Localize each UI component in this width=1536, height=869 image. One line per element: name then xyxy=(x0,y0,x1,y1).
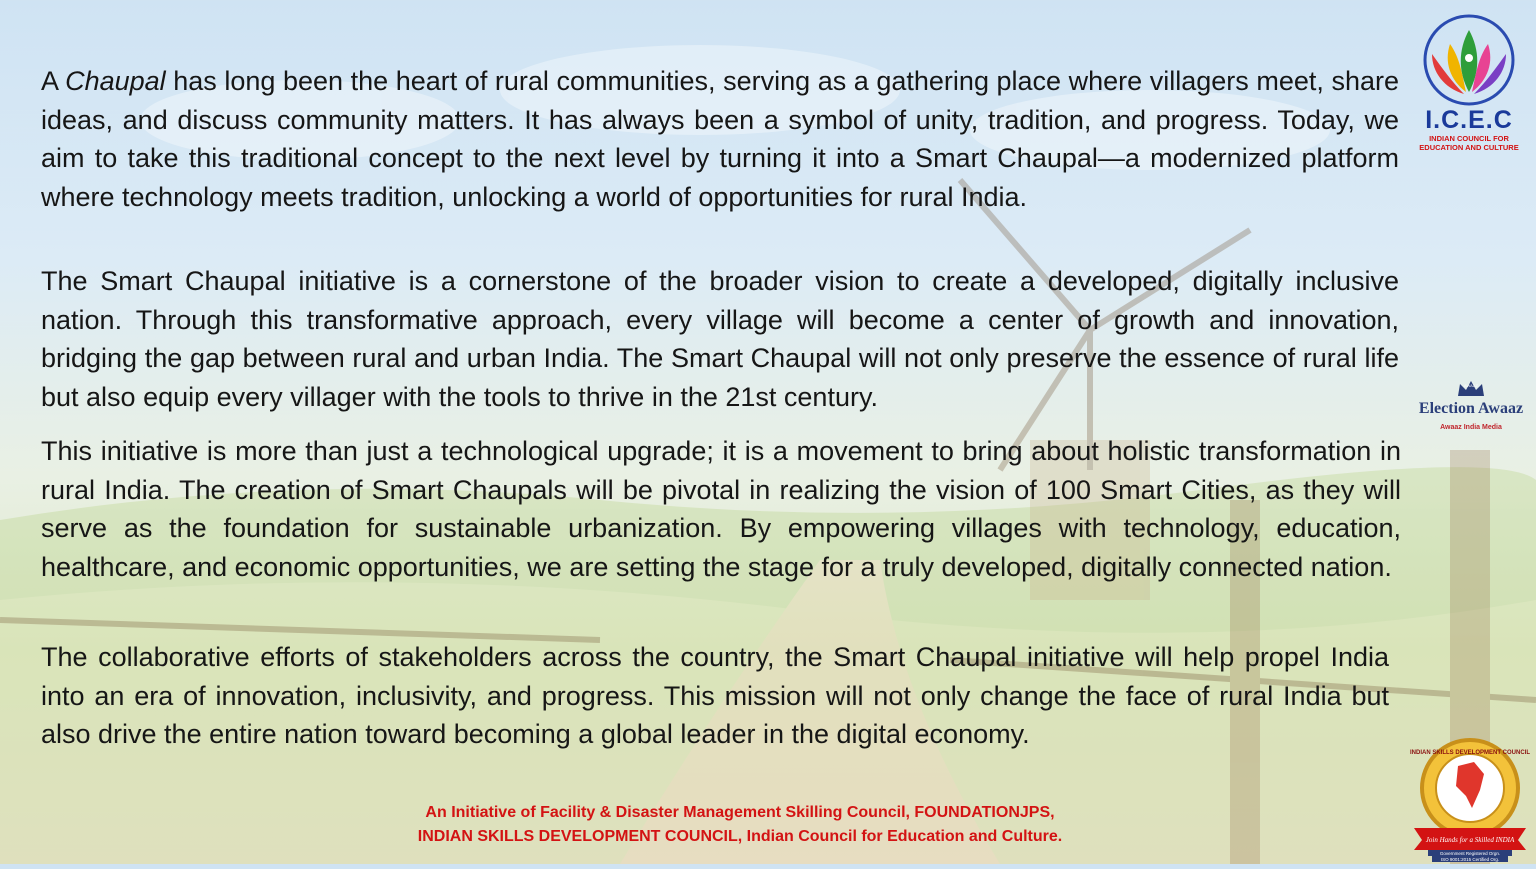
footer-line-2: INDIAN SKILLS DEVELOPMENT COUNCIL, Indian Council for Education and Culture. xyxy=(417,828,1063,845)
footer-line-1: An Initiative of Facility & Disaster Management Skilling Council, FOUNDATIONJPS, xyxy=(425,804,1055,821)
lotus-icon xyxy=(1410,10,1528,106)
icec-subtitle-line-2: EDUCATION AND CULTURE xyxy=(1419,143,1519,152)
paragraph-holistic-transformation: This initiative is more than just a technological upgrade; it is a movement to bring about holistic transformation in rural India. The creation of Smart Chaupals will be pivotal in realizing the vision of 100 Smart Cities, as they will serve as the foundation for sustainable urbanization. By empowering villages with technology, education, healthcare, and economic opportunities, we are setting the stage for a truly developed, digitally connected nation. xyxy=(41,436,1401,582)
icec-subtitle-line-1: INDIAN COUNCIL FOR xyxy=(1429,134,1509,143)
awaaz-name: Election Awaaz xyxy=(1418,400,1524,417)
paragraph-smart-chaupal-initiative: The Smart Chaupal initiative is a cornerstone of the broader vision to create a developed, digitally inclusive nation. Through this transformative approach, every village will become a center of growth and innovation, bridging the gap between rural and urban India. The Smart Chaupal will not only preserve the essence of rural life but also equip every villager with the tools to thrive in the 21st century. xyxy=(41,266,1399,412)
paragraph-chaupal-intro xyxy=(41,62,1399,216)
awaaz-subtitle: Awaaz India Media xyxy=(1440,424,1502,431)
icec-name: I.C.E.C xyxy=(1425,106,1513,134)
paragraph-collaborative-efforts: The collaborative efforts of stakeholders across the country, the Smart Chaupal initiative will help propel India into an era of innovation, inclusivity, and progress. This mission will not only change the face of rural India but also drive the entire nation toward becoming a global leader in the digital economy. xyxy=(41,642,1389,749)
paragraph-1-prefix: A xyxy=(41,66,66,96)
isdc-emblem xyxy=(1408,736,1532,864)
awaaz-top-text: AWAAZ xyxy=(1464,383,1478,388)
footer-credits xyxy=(330,801,1150,849)
election-awaaz-logo xyxy=(1408,378,1534,438)
icec-logo xyxy=(1410,10,1528,158)
paragraph-1-text: has long been the heart of rural communities, serving as a gathering place where villagers meet, share ideas, and discuss community matters. It has always been a symbol of unity, tradition, and progress. Today, we aim to take this traditional concept to the next level by turning it into a Smart Chaupal—a modernized platform where technology meets tradition, unlocking a world of opportunities for rural India. xyxy=(41,66,1399,212)
isdc-ring-text: INDIAN SKILLS DEVELOPMENT COUNCIL xyxy=(1409,750,1531,756)
isdc-registration-text: Government Registered Orgn. xyxy=(1439,851,1501,856)
isdc-iso-text: ISO 9001:2015 Certified Org. xyxy=(1440,857,1500,862)
isdc-ribbon-text: Join Hands for a Skilled INDIA xyxy=(1425,836,1515,844)
paragraph-1-italic-term: Chaupal xyxy=(65,66,166,96)
crown-icon xyxy=(1408,378,1534,400)
icec-subtitle xyxy=(1410,134,1528,152)
isdc-logo xyxy=(1408,736,1532,864)
